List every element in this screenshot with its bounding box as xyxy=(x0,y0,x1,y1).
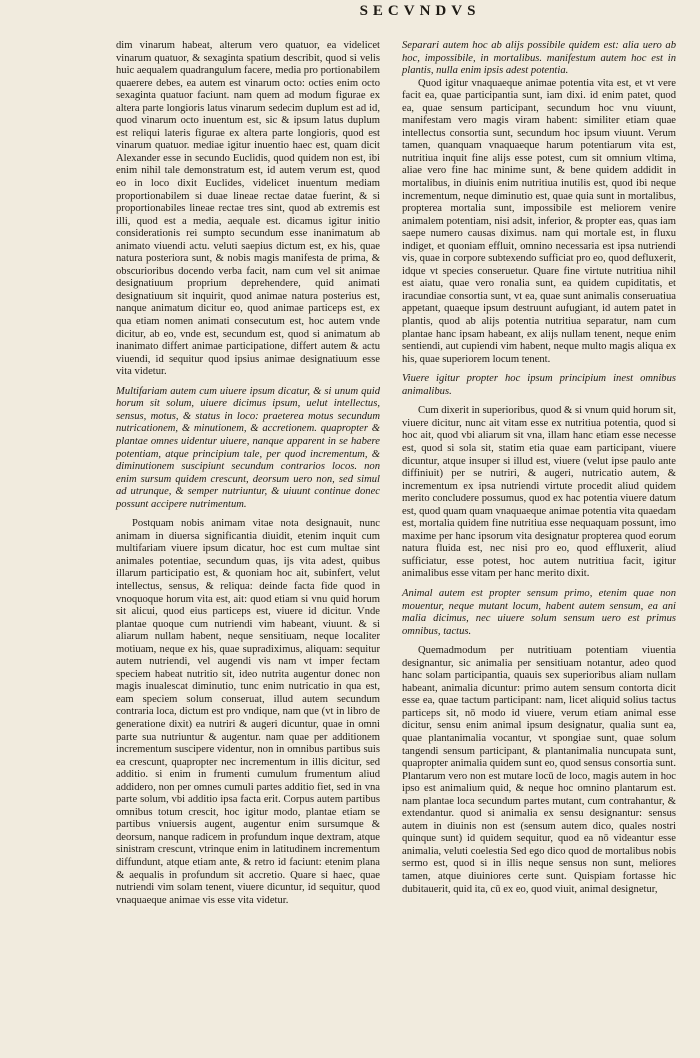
commentary-paragraph: Quemadmodum per nutritiuam potentiam viuentia designantur, sic animalia per sensitiuam notantur, adeo quod hanc solam participantia, quauis sex superioribus aliam nullam habeant, animalia dicuntur: primo autem sensum contorta dicit esse ea, quae tactum participant: nam, licet aliquid solius tactus particeps sit, nō modo id viuere, verum etiam animal esse dicitur, sensu enim animal ipsum designatur, qualia sunt ea, quae plantanimalia vocantur, vt spongiae sunt, quae solum tangendi sensum participant, & plantanimalia nuncupata sunt, quapropter animalia quidem sunt eo, quod sensus consortia sunt. Plantarum vero non est mutare locū de loco, magis autem in hoc ipso est animalium quid, & neque hoc omnino plantarum est. nam plantae loca secundum partes mutant, cum contrahantur, & extendantur. quod si animalia ex sensu designantur: sensus autem in diuinis non est (sensum autem dico, quales nostri quinque sunt) id quidem sequitur, quod ea nō videantur esse animalia, veluti coelestia Sed ego dico quod de mortalibus nobis sermo est, quod si in illis neque sensus non sunt, meliores tamen, atque diuiniores certe sunt. Quispiam fortasse hic dubitauerit, quid ita, cū ex eo, quod viuit, animal designetur, xyxy=(402,645,676,895)
running-head: SECVNDVS xyxy=(359,3,481,19)
aristotle-text-paragraph: Separari autem hoc ab alijs possibile quidem est: alia uero ab hoc, impossibile, in mortalibus. manifestum autem hoc est in plantis, nulla enim ipsis adest potentia. xyxy=(402,40,676,77)
commentary-paragraph: dim vinarum habeat, alterum vero quatuor, ea videlicet vinarum quatuor, & sexaginta spatium describit, quod si velis huic aequalem quadrangulum facere, media pro portionabilem quaerere debes, ea autem est vinarum octo: octies enim octo sexaginta quatuor faciunt. nam quem ad modum figurae ex altera parte longioris latus vinarum sedecim duplum est ad id, quod vinarum octo inuentum est, sic & ipsum latus duplum est reliqui lateris figurae ex altera parte longioris, quod est vinarum quatuor. mediae igitur inuentio haec est, quam dicit Alexander esse in secundo Euclidis, quod quidem non est, ibi enim nihil tale demonstratum est, id autem verum est, quod eo in loco dixit Euclides, videlicet inuentum mediam proportionabilem si duae lineae rectae datae fuerint, & si proportionabiles lineae rectae tres sint, quod ab extremis est illi, quod est a media, aequale est. dicamus igitur initio considerationis rei sumpto secundum esse inanimatum ab animato viuendi actu. veluti saepius dictum est, ex his, quae natura posteriora sunt, & nobis magis manifesta de prima, & obscurioribus docendo verba facit, nam cum vel sit animae designatiuum proprium deprehendere, quid animati designatiuum sit inquirit, quod animae natura posterius est, nanque animatum dicitur eo, quod animae particeps est, ex qua etiam nomen animati consecutum est, hoc autem vnde dicitur, ab eo, vnde est, secundum est, quod si animatum ab inanimato differt animae participatione, differt autem & actu viuendi, id sequitur quod ipsius animae designatiuum esse vita videtur. xyxy=(116,40,380,378)
commentary-paragraph: Postquam nobis animam vitae nota designauit, nunc animam in diuersa significantia diuidit, etenim inquit cum multifariam viuere ipsum dicatur, hoc est cum multae sint animales potentiae, secundum quas, ijs vita adest, quibus illarum participatio est, & quoniam hoc ait, subinfert, velut intellectus, sensus, & reliqua: deinde facta fide quod in vnoquoque horum vita est, ait: quod etiam si vnu quid horum sit alicui, quod eius particeps est, viuere id dicitur. Vnde plantae quoque cum nutriendi vim habeant, viuunt. & si aliarum nullam habent, neque sensitiuam, neque localiter motiuam, neque ex his, quae supradiximus, aliquam: sequitur autem nutriendi, vel augendi vis nam vt imper fectam speciem habeat nutritio sit, ideo nutrita augentur donec non magis inualescat diminutio, tunc enim nutricatio in qua est, eam speciem solum conseruat, illud autem secundum contraria loca, dictum est pro vndique, nam que (vt in libro de generatione dixit) ea nutriri & augeri dicuntur, quae in omni parte sua nutriuntur & augentur. nam quae per additionem incrementum suscipere videntur, non in omnibus partibus suis ea crescunt, quapropter nec incrementum in illis dicitur, sed additio. si enim in frumenti cumulum frumentum aliud addidero, non per omnes cumuli partes additio fiet, sed in vna parte solum, vbi additio ipsa facta erit. Corpus autem partibus omnibus totum crescit, hoc igitur modo, plantae etiam se partibus vniuersis augent, augentur enim sursumque & deorsum, nanque radicem in profundum inque dextram, atque sinistram crescunt, vtrinque enim in latitudinem incrementum diffundunt, atque etiam ante, & retro id faciunt: etenim plana & aequalis in profundum sit accretio. Quare si haec, quae nutriendi vim solam tenent, viuere dicuntur, id sequitur, quod vnaquaeque animae vis esse vita videtur. xyxy=(116,518,380,906)
left-column xyxy=(116,40,380,907)
aristotle-text-paragraph: Viuere igitur propter hoc ipsum principium inest omnibus animalibus. xyxy=(402,373,676,397)
aristotle-text-paragraph: Multifariam autem cum uiuere ipsum dicatur, & si unum quid horum sit solum, uiuere dicimus ipsum, uelut intellectus, sensus, motus, & status in loco: praeterea motus secundum nutricationem, & minutionem, & accretionem. quapropter & plantae omnes uidentur uiuere, nanque apparent in se habere potentiam, atque principium tale, per quod incrementum, & diminutionem suscipiunt secundum contrarios locos. non enim sursum quidem crescunt, deorsum uero non, sed simul ad utrunque, & semper nutriuntur, & uiuunt continue donec possunt accipere nutrimentum. xyxy=(116,385,380,510)
right-column xyxy=(402,40,676,896)
commentary-paragraph: Quod igitur vnaquaeque animae potentia vita est, et vt vere facit ea, quae participantia sunt, iam dixi. id enim patet, quod ea, quae sensum participant, secundum hoc vnu viuunt, manifestam vero magis viram habent: similiter etiam quae intellectus consortia sunt, secundum hoc ipsum viuunt. Verum tamen, quanquam vnaquaeque harum potentiarum vita est, nutritiua inquit fine alijs esse potest, cum sit omnium vltima, aliae vero fine hac minime sunt, & bene quidem addidit in mortalibus, in diuinis enim nutritiua inutilis est, quod ibi neque incrementum, neque diminutio est, quae quia sunt in mortalibus, propterea mortalia sunt, impossibile est meliorem venire animalem potentiam, nisi adsit, inferior, & propter eas, quas iam saepe numero causas diximus. nam qui mortale est, in fluxu indiget, et quoniam effluit, omnino necessaria est ipsa nutriendi vis, quae in corpore subtexendo sufficiat pro eo, quod defluxerit, idque vt species conseruetur. Quare fine virtute nutritiua nihil est aiatu, quae vero ronalia sunt, ea quidem cupiditatis, et iracundiae consortia sunt, vt ea, quae sunt animalis conseruatiua appetant, quaeque ipsum destruunt aufugiant, id autem patet in plantis, quod ab alijs potentia nutritiua separatur, nam cum plantae hanc ipsam habeant, ex alijs nullam tenent, neque enim sentiendi, aut cupiendi vim habent, neque multo magis aliqua ex his, quae superiorem locum tenent. xyxy=(402,77,676,365)
aristotle-text-paragraph: Animal autem est propter sensum primo, etenim quae non mouentur, neque mutant locum, habent autem sensum, ea ani malia dicimus, nec uiuere solum sensum uero est primus omnibus, tactus. xyxy=(402,587,676,637)
commentary-paragraph: Cum dixerit in superioribus, quod & si vnum quid horum sit, viuere dicitur, nunc ait vitam esse ex nutritiua potentia, quod si hoc ait, quod vbi aliarum sit vna, illam hanc etiam esse necesse est, quod si sola sit, statim etia quae eam participant, viuere dicuntur, atque insuper si illud est, viuere (velut ipse paulo ante diffiniuit) per se nutriri, & augeri, nutricatio autem, & incrementum ex ipsa nutriendi virtute procedit aliud quidem merito concludere possumus, quod ex hac potentia viuere datum est, quod quam quam vnaquaeque animae potentia vita quaedam est, mortalia quidem fine nutritiua esse nequaquam possunt, imo maxime per hanc ipsorum vita designatur propterea quod eorum natura fluida est, nec nisi pro eo, quod effluxerit, aliud sufficiatur, esse potest, hoc autem nutritiua facit, igitur animalibus esse vitam per hanc merito dixit. xyxy=(402,405,676,580)
